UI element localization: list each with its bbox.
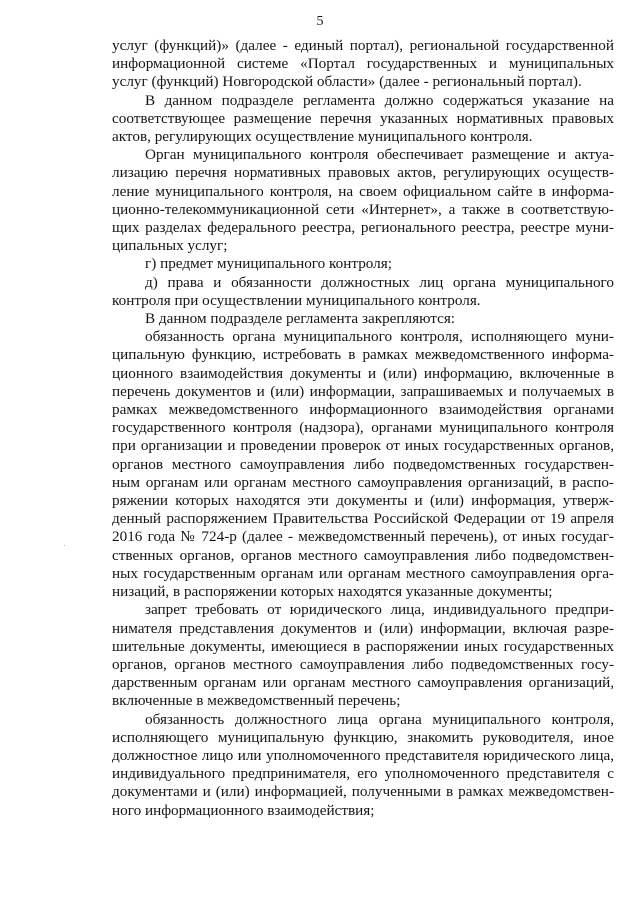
text-line: обязанность должностного лица органа муниципального контроля, [145, 710, 614, 728]
text-line: ципальных услуг; [112, 237, 228, 255]
paragraph-obligation-request [112, 328, 614, 601]
paragraph-prohibition [112, 601, 614, 710]
text-line: включенные в межведомственный перечень; [112, 692, 401, 710]
text-line: ципальную функцию, истребовать в рамках межведомственного информа- [112, 346, 614, 364]
text-line: ных государственным органам или органам местного самоуправления орга- [112, 564, 614, 582]
text-line: контроля при осуществлении муниципального контроля. [112, 291, 481, 309]
text-line: индивидуального предпринимателя, его уполномоченного представителя с [112, 765, 614, 783]
text-line: органов местного самоуправления либо подведомственных государствен- [112, 455, 614, 473]
text-line: В данном подразделе регламента закрепляются: [145, 310, 456, 328]
text-line: дарственным органам или органам местного самоуправления организаций, [112, 674, 614, 692]
paragraph-subsection-fixes [112, 310, 614, 328]
text-line: щих разделах федерального реестра, регионального реестра, реестре муни- [112, 219, 614, 237]
text-line: запрет требовать от юридического лица, индивидуального предпри- [145, 601, 614, 619]
text-line: рамках межведомственного информационного взаимодействия органами [112, 401, 614, 419]
text-line: 2016 года № 724-р (далее - межведомственный перечень), от иных госудаг- [112, 528, 614, 546]
list-item-d [112, 274, 614, 310]
text-line: при организации и проведении проверок от иных государственных органов, [112, 437, 614, 455]
text-line: В данном подразделе регламента должно содержаться указание на [145, 91, 614, 109]
text-line: шительные документы, имеющиеся в распоряжении иных государственных [112, 637, 614, 655]
text-line: перечень документов и (или) информации, запрашиваемых и получаемых в [112, 382, 614, 400]
text-line: органов, органов местного самоуправления либо подведомственных госу- [112, 655, 614, 673]
text-line: соответствующее размещение перечня указанных нормативных правовых [112, 109, 614, 127]
document-body [112, 37, 614, 820]
text-line: должностное лицо или уполномоченного представителя юридического лица, [112, 746, 614, 764]
text-line: услуг (функций) Новгородской области» (далее - региональный портал). [112, 73, 582, 91]
scan-speck [64, 545, 65, 546]
text-line: ление муниципального контроля, на своем официальном сайте в информа- [112, 182, 614, 200]
text-line: низаций, в распоряжении которых находятся указанные документы; [112, 583, 553, 601]
text-line: нимателя представления документов и (или) информации, включая разре- [112, 619, 614, 637]
paragraph-portal-continuation [112, 37, 614, 92]
text-line: денный распоряжением Правительства Российской Федерации от 19 апреля [112, 510, 614, 528]
paragraph-subsection-indication [112, 92, 614, 147]
text-line: документами и (или) информацией, полученными в рамках межведомствен- [112, 783, 614, 801]
text-line: ным органам или органам местного самоуправления организаций, в распо- [112, 473, 614, 491]
text-line: Орган муниципального контроля обеспечивает размещение и актуа- [145, 146, 614, 164]
text-line: ственных органов, органов местного самоуправления либо подведомствен- [112, 546, 614, 564]
text-line: ционного взаимодействия документы и (или) информацию, включенные в [112, 364, 614, 382]
text-line: д) права и обязанности должностных лиц органа муниципального [145, 273, 614, 291]
text-line: ционно-телекоммуникационной сети «Интернет», а также в соответствую- [112, 200, 614, 218]
text-line: г) предмет муниципального контроля; [145, 255, 392, 273]
text-line: ряжении которых находятся эти документы и (или) информация, утверж- [112, 492, 614, 510]
text-line: исполняющего муниципальную функцию, знакомить руководителя, иное [112, 728, 614, 746]
text-line: государственного контроля (надзора), органами муниципального контроля [112, 419, 614, 437]
text-line: информационной системе «Портал государственных и муниципальных [112, 55, 614, 73]
paragraph-list-publication [112, 146, 614, 255]
text-line: актов, регулирующих осуществление муниципального контроля. [112, 128, 533, 146]
page-number: 5 [316, 14, 324, 29]
paragraph-obligation-acquaint [112, 711, 614, 820]
text-line: лизацию перечня нормативных правовых актов, регулирующих осуществ- [112, 164, 614, 182]
text-line: обязанность органа муниципального контроля, исполняющего муни- [145, 328, 614, 346]
text-line: услуг (функций)» (далее - единый портал), региональной государственной [112, 37, 614, 54]
list-item-g [112, 255, 614, 273]
text-line: ного информационного взаимодействия; [112, 801, 375, 819]
